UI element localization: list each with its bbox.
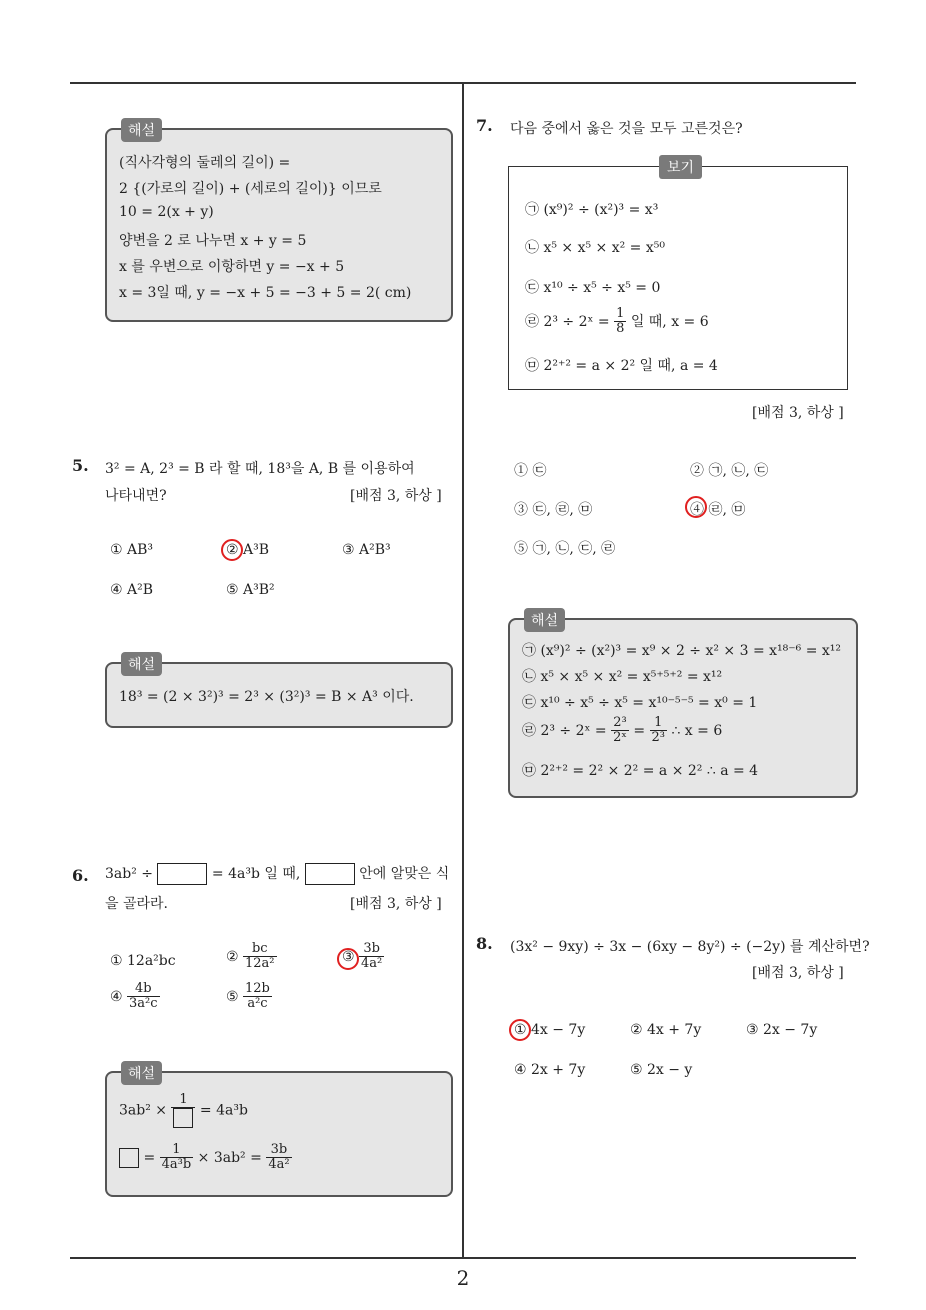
question-5-text: 3² = A, 2³ = B 라 할 때, 18³을 A, B 를 이용하여: [105, 461, 415, 477]
question-number-5: 5.: [72, 456, 89, 475]
question-6-pre: 3ab² ÷: [105, 866, 154, 882]
solution-line: ㉢ x¹⁰ ÷ x⁵ ÷ x⁵ = x¹⁰⁻⁵⁻⁵ = x⁰ = 1: [522, 695, 758, 711]
bottom-rule: [70, 1257, 856, 1259]
option-3[interactable]: ③ ㉢, ㉣, ㉤: [514, 502, 593, 518]
points-label: [배점 3, 하상 ]: [752, 405, 844, 421]
solution-box-q7: [508, 613, 858, 798]
solution-line: 양변을 2 로 나누면 x + y = 5: [119, 233, 307, 249]
option-3[interactable]: ③ A²B³: [342, 542, 391, 558]
answer-mark-circle: [509, 1019, 531, 1041]
question-number-6: 6.: [72, 866, 89, 885]
solution-line: (직사각형의 둘레의 길이) =: [119, 155, 291, 171]
blank-box: [305, 863, 355, 885]
column-divider: [462, 84, 464, 1257]
option-4[interactable]: ④ A²B: [110, 582, 154, 598]
example-item: ㉤ 2²⁺² = a × 2² 일 때, a = 4: [525, 358, 718, 374]
question-5-text-line2: 나타내면?: [105, 488, 167, 504]
blank-box: [157, 863, 207, 885]
option-2[interactable]: ② ㉠, ㉡, ㉢: [690, 463, 769, 479]
question-6-mid: = 4a³b 일 때,: [211, 866, 301, 882]
solution-line: ㉠ (x⁹)² ÷ (x²)³ = x⁹ × 2 ÷ x² × 3 = x¹⁸⁻⁶ = x¹²: [522, 643, 842, 659]
option-1[interactable]: ① AB³: [110, 542, 154, 558]
solution-tag: 해설: [121, 118, 162, 142]
option-2[interactable]: ② 4x + 7y: [630, 1022, 702, 1038]
solution-tag: 해설: [121, 652, 162, 676]
blank-square: [119, 1148, 139, 1168]
solution-box-q4: [105, 123, 453, 322]
option-3[interactable]: ③ 2x − 7y: [746, 1022, 818, 1038]
option-5[interactable]: ⑤ A³B²: [226, 582, 275, 598]
points-label: [배점 3, 하상 ]: [350, 488, 442, 504]
question-6-text-line2: 을 골라라.: [105, 896, 168, 912]
solution-line: ㉤ 2²⁺² = 2² × 2² = a × 2² ∴ a = 4: [522, 763, 759, 779]
option-4[interactable]: ④ 2x + 7y: [514, 1062, 586, 1078]
points-label: [배점 3, 하상 ]: [752, 965, 844, 981]
option-2[interactable]: ② A³B: [226, 542, 270, 558]
question-6-text: [105, 863, 449, 885]
points-label: [배점 3, 하상 ]: [350, 896, 442, 912]
fraction: $\frac{bc}{\text{12a²}}$: [245, 941, 275, 972]
option-5[interactable]: ⑤ ㉠, ㉡, ㉢, ㉣: [514, 541, 616, 557]
option-4[interactable]: [110, 982, 160, 1012]
option-1[interactable]: ① 4x − 7y: [514, 1022, 586, 1038]
fraction: $\frac{4b}{\text{3a²c}}$: [129, 981, 158, 1012]
solution-tag: 해설: [121, 1061, 162, 1085]
fraction: $\frac{3b}{\text{4a²}}$: [361, 941, 383, 972]
example-tag: 보기: [659, 155, 702, 179]
solution-box-q5: [105, 657, 453, 728]
answer-mark-circle: [685, 496, 707, 518]
answer-mark-circle: [221, 539, 243, 561]
question-number-8: 8.: [476, 934, 493, 953]
solution-line: 3ab² × 1 = 4a³b: [119, 1093, 248, 1128]
question-7-text: 다음 중에서 옳은 것을 모두 고른것은?: [510, 121, 743, 137]
question-6-post: 안에 알맞은 식: [359, 866, 450, 882]
option-mark: ⑤: [226, 988, 239, 1005]
option-1[interactable]: ① 12a²bc: [110, 953, 176, 969]
option-2[interactable]: [226, 942, 277, 972]
solution-line: 10 = 2(x + y): [119, 204, 214, 220]
example-item: ㉠ (x⁹)² ÷ (x²)³ = x³: [525, 202, 659, 218]
solution-line: ㉡ x⁵ × x⁵ × x² = x⁵⁺⁵⁺² = x¹²: [522, 669, 723, 685]
question-number-7: 7.: [476, 116, 493, 135]
option-4[interactable]: ④ ㉣, ㉤: [690, 502, 746, 518]
fraction: $\frac{12b}{\text{a²c}}$: [245, 981, 270, 1012]
solution-line: ㉣ 2³ ÷ 2ˣ = $\frac{\text{2³}}{\text{2ˣ}}$ = $\frac{1}{\text{2³}}$ ∴ x = 6: [522, 715, 723, 746]
example-item: ㉣ 2³ ÷ 2ˣ = $\frac{1}{8}$ 일 때, x = 6: [525, 306, 709, 337]
option-mark: ②: [226, 948, 239, 965]
example-box: [508, 160, 848, 390]
option-mark: ④: [110, 988, 123, 1005]
solution-tag: 해설: [524, 608, 565, 632]
solution-line: = $\frac{1}{\text{4a³b}}$ × 3ab² = $\frac{3b}{\text{4a²}}$: [119, 1143, 292, 1173]
page-number: 2: [456, 1266, 470, 1290]
solution-line: 18³ = (2 × 3²)³ = 2³ × (3²)³ = B × A³ 이다.: [119, 689, 414, 705]
solution-box-q6: [105, 1066, 453, 1197]
question-8-text: (3x² − 9xy) ÷ 3x − (6xy − 8y²) ÷ (−2y) 를 계산하면?: [510, 939, 870, 955]
example-item: ㉢ x¹⁰ ÷ x⁵ ÷ x⁵ = 0: [525, 280, 661, 296]
option-mark: ③: [342, 948, 355, 965]
solution-line: x = 3일 때, y = −x + 5 = −3 + 5 = 2( cm): [119, 285, 412, 301]
answer-mark-circle: [337, 948, 359, 970]
example-item: ㉡ x⁵ × x⁵ × x² = x⁵⁰: [525, 240, 665, 256]
solution-line: x 를 우변으로 이항하면 y = −x + 5: [119, 259, 345, 275]
solution-line: 2 {(가로의 길이) + (세로의 길이)} 이므로: [119, 181, 382, 197]
option-5[interactable]: ⑤ 2x − y: [630, 1062, 693, 1078]
option-5[interactable]: [226, 982, 272, 1012]
option-1[interactable]: ① ㉢: [514, 463, 547, 479]
